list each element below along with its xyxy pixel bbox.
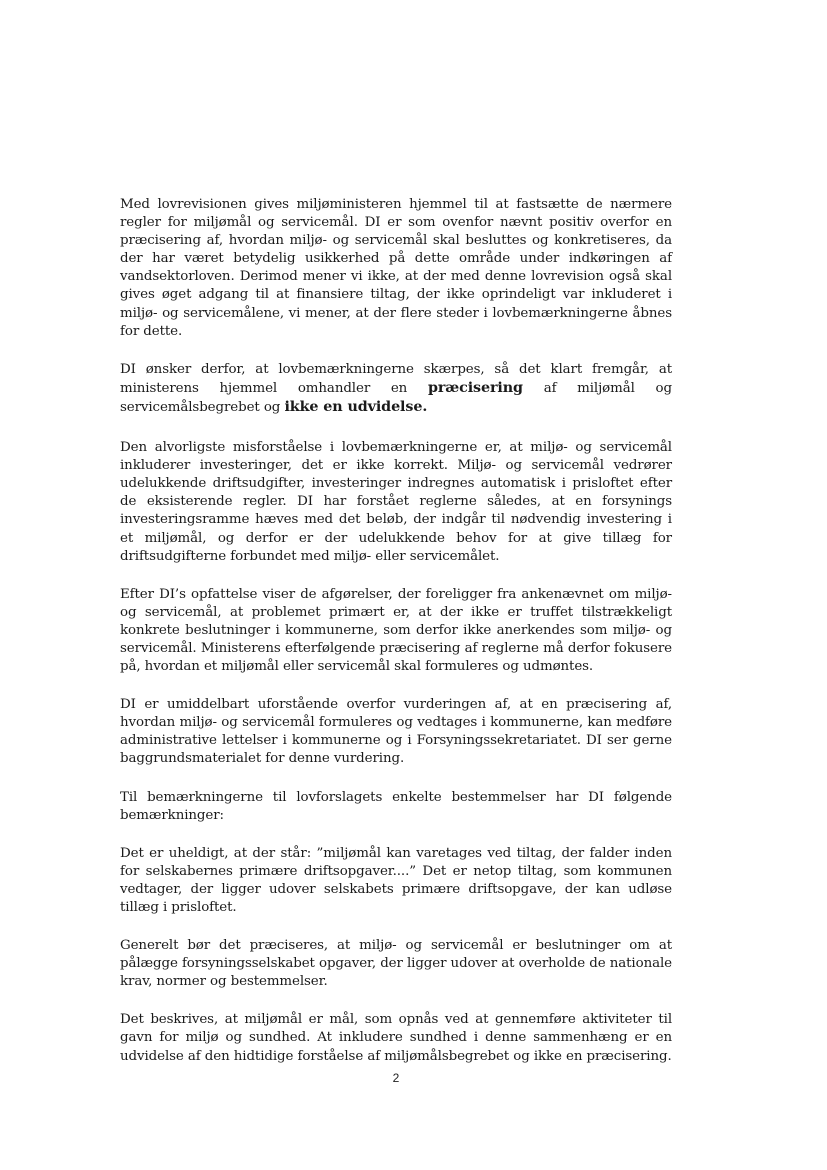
- paragraph-beskrives: Det beskrives, at miljømål er mål, som opnås ved at gennemføre aktiviteter til gavn for miljø og sundhed. At inkludere sundhed i denne sammenhæng er en udvidelse af den hidtidige forståelse af miljømålsbegrebet og ikke en præcisering.: [120, 1012, 672, 1064]
- page-number: 2: [392, 1071, 400, 1085]
- paragraph-generelt: Generelt bør det præciseres, at miljø- og servicemål er beslutninger om at pålægge forsyningsselskabet opgaver, der ligger udover at overholde de nationale krav, normer og bestemmelser.: [120, 938, 672, 990]
- paragraph-uheldigt: Det er uheldigt, at der står: ”miljømål kan varetages ved tiltag, der falder inden for selskabernes primære driftsopgaver....” Det er netop tiltag, som kommunen vedtager, der ligger udover selskabets primære driftsopgave, der kan udløse tillæg i prisloftet.: [120, 845, 672, 915]
- paragraph-di-oensker: [120, 361, 672, 417]
- paragraph-text: af miljømål og servicemålsbegrebet og: [120, 380, 672, 415]
- emphasis-ikke-udvidelse: ikke en udvidelse.: [284, 398, 428, 415]
- paragraph-text: DI ønsker derfor, at lovbemærkningerne skærpes, så det klart fremgår, at ministerens hjemmel omhandler en: [120, 361, 672, 396]
- emphasis-praecisering: præcisering: [427, 379, 523, 396]
- paragraph-opfattelse: Efter DI’s opfattelse viser de afgørelser, der foreligger fra ankenævnet om miljø- og servicemål, at problemet primært er, at der ikke er truffet tilstrækkeligt konkrete beslutninger i kommunerne, som derfor ikke anerkendes som miljø- og servicemål. Ministerens efterfølgende præcisering af reglerne må derfor fokusere på, hvordan et miljømål eller servicemål skal formuleres og udmøntes.: [120, 586, 672, 675]
- paragraph-bemaerkninger-intro: Til bemærkningerne til lovforslagets enkelte bestemmelser har DI følgende bemærkninger:: [120, 789, 672, 823]
- paragraph-uforstaaende: DI er umiddelbart uforstående overfor vurderingen af, at en præcisering af, hvordan miljø- og servicemål formuleres og vedtages i kommunerne, kan medføre administrative lettelser i kommunerne og i Forsyningssekretariatet. DI ser gerne baggrundsmaterialet for denne vurdering.: [120, 697, 672, 767]
- document-body: [120, 196, 672, 1086]
- paragraph-misforstaaelse: Den alvorligste misforståelse i lovbemærkningerne er, at miljø- og servicemål inkluderer investeringer, det er ikke korrekt. Miljø- og servicemål vedrører udelukkende driftsudgifter, investeringer indregnes automatisk i prisloftet efter de eksisterende regler. DI har forstået reglerne således, at en forsynings investeringsramme hæves med det beløb, der indgår til nødvendig investering i et miljømål, og derfor er der udelukkende behov for at give tillæg for driftsudgifterne forbundet med miljø- eller servicemålet.: [120, 440, 672, 564]
- paragraph-lovrevision: Med lovrevisionen gives miljøministeren hjemmel til at fastsætte de nærmere regler for miljømål og servicemål. DI er som ovenfor nævnt positiv overfor en præcisering af, hvordan miljø- og servicemål skal besluttes og konkretiseres, da der har været betydelig usikkerhed på dette område under indkøringen af vandsektorloven. Derimod mener vi ikke, at der med denne lovrevision også skal gives øget adgang til at finansiere tiltag, der ikke oprindeligt var inkluderet i miljø- og servicemålene, vi mener, at der flere steder i lovbemærkningerne åbnes for dette.: [120, 197, 672, 339]
